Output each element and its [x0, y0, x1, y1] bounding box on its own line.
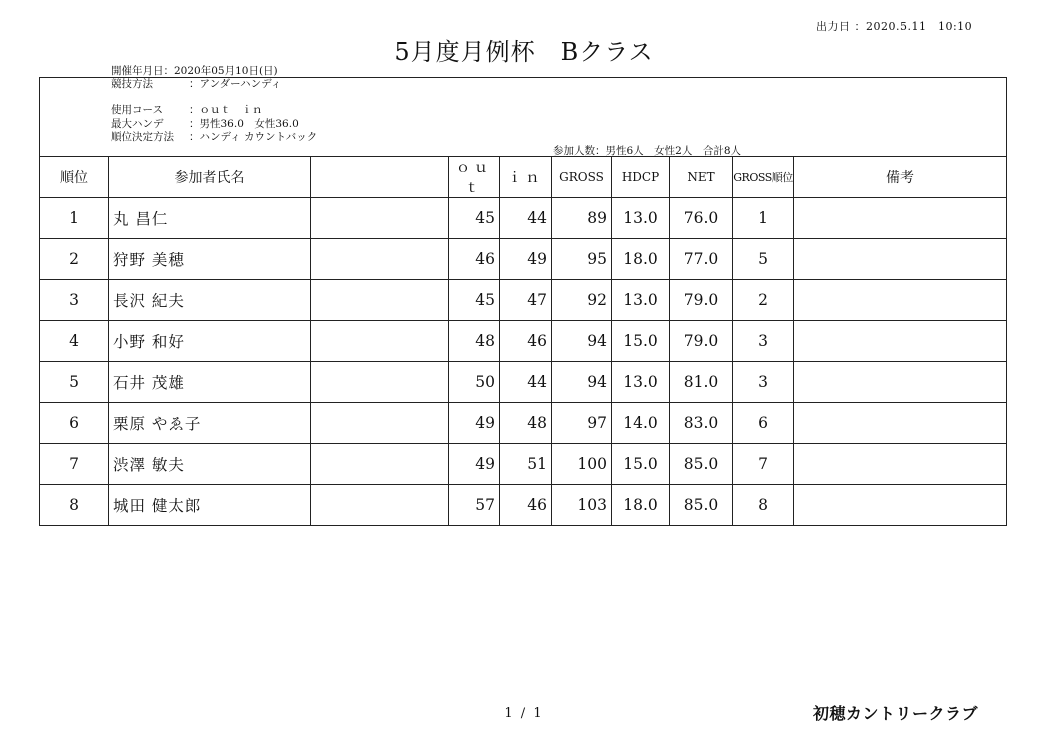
cell-out: 48 — [449, 321, 500, 362]
table-row — [40, 362, 1007, 403]
cell-rank: 8 — [40, 485, 109, 526]
cell-net: 85.0 — [670, 485, 733, 526]
max-handicap-label: 最大ハンデ — [111, 118, 164, 130]
cell-rank: 6 — [40, 403, 109, 444]
cell-gross: 94 — [552, 362, 612, 403]
cell-name: 狩野 美穂 — [109, 239, 311, 280]
cell-net: 81.0 — [670, 362, 733, 403]
competition-method-label: 競技方法 — [111, 78, 153, 90]
cell-net: 85.0 — [670, 444, 733, 485]
page-title: 5月度月例杯 Bクラス — [394, 38, 654, 66]
event-date-value: ：2020年05月10日(日) — [163, 65, 278, 77]
cell-remarks — [794, 280, 1007, 321]
cell-net: 77.0 — [670, 239, 733, 280]
participant-count-label: 参加人数 — [553, 145, 595, 157]
cell-in: 48 — [500, 403, 552, 444]
cell-net: 83.0 — [670, 403, 733, 444]
cell-gross: 94 — [552, 321, 612, 362]
page-number: 1 / 1 — [504, 706, 544, 721]
cell-out: 49 — [449, 403, 500, 444]
table-row — [40, 403, 1007, 444]
cell-blank — [311, 198, 449, 239]
cell-blank — [311, 403, 449, 444]
cell-rank: 3 — [40, 280, 109, 321]
cell-net: 79.0 — [670, 280, 733, 321]
cell-out: 57 — [449, 485, 500, 526]
cell-gross-rank: 3 — [733, 362, 794, 403]
cell-remarks — [794, 403, 1007, 444]
col-header-out: ｏｕｔ — [449, 157, 500, 198]
cell-gross-rank: 7 — [733, 444, 794, 485]
cell-name: 長沢 紀夫 — [109, 280, 311, 321]
cell-gross: 103 — [552, 485, 612, 526]
club-name: 初穂カントリークラブ — [813, 704, 979, 723]
competition-method — [111, 79, 281, 90]
cell-in: 51 — [500, 444, 552, 485]
cell-hdcp: 14.0 — [612, 403, 670, 444]
cell-hdcp: 13.0 — [612, 198, 670, 239]
cell-rank: 1 — [40, 198, 109, 239]
results-table — [39, 156, 1007, 526]
cell-name: 丸 昌仁 — [109, 198, 311, 239]
cell-hdcp: 15.0 — [612, 444, 670, 485]
cell-net: 76.0 — [670, 198, 733, 239]
cell-remarks — [794, 321, 1007, 362]
table-row — [40, 444, 1007, 485]
table-row — [40, 198, 1007, 239]
cell-remarks — [794, 239, 1007, 280]
cell-out: 45 — [449, 280, 500, 321]
cell-name: 石井 茂雄 — [109, 362, 311, 403]
cell-gross: 100 — [552, 444, 612, 485]
col-header-name: 参加者氏名 — [109, 157, 311, 198]
cell-gross: 95 — [552, 239, 612, 280]
cell-in: 49 — [500, 239, 552, 280]
course-used-label: 使用コース — [111, 104, 163, 116]
cell-gross-rank: 3 — [733, 321, 794, 362]
cell-name: 城田 健太郎 — [109, 485, 311, 526]
table-row — [40, 280, 1007, 321]
course-used-value: ：ｏｕｔ ｉｎ — [189, 104, 263, 116]
cell-in: 46 — [500, 321, 552, 362]
cell-in: 44 — [500, 362, 552, 403]
cell-remarks — [794, 485, 1007, 526]
event-date-label: 開催年月日 — [111, 65, 164, 77]
cell-out: 45 — [449, 198, 500, 239]
cell-out: 46 — [449, 239, 500, 280]
table-row — [40, 485, 1007, 526]
col-header-blank — [311, 157, 449, 198]
cell-remarks — [794, 444, 1007, 485]
col-header-remarks: 備考 — [794, 157, 1007, 198]
table-row — [40, 239, 1007, 280]
cell-name: 小野 和好 — [109, 321, 311, 362]
col-header-gross-rank: GROSS順位 — [733, 157, 794, 198]
cell-gross: 97 — [552, 403, 612, 444]
cell-rank: 7 — [40, 444, 109, 485]
cell-hdcp: 13.0 — [612, 280, 670, 321]
cell-gross-rank: 6 — [733, 403, 794, 444]
col-header-rank: 順位 — [40, 157, 109, 198]
event-date — [111, 66, 278, 77]
ranking-rule-value: ：ハンディ カウントバック — [189, 131, 318, 143]
cell-blank — [311, 321, 449, 362]
col-header-net: NET — [670, 157, 733, 198]
table-header-row — [40, 157, 1007, 198]
cell-name: 渋澤 敏夫 — [109, 444, 311, 485]
table-row — [40, 321, 1007, 362]
cell-blank — [311, 280, 449, 321]
cell-name: 栗原 やゑ子 — [109, 403, 311, 444]
cell-rank: 4 — [40, 321, 109, 362]
print-date: 出力日 ：2020.5.11 10:10 — [816, 20, 973, 33]
col-header-hdcp: HDCP — [612, 157, 670, 198]
cell-rank: 5 — [40, 362, 109, 403]
participant-count — [553, 146, 741, 157]
cell-gross: 92 — [552, 280, 612, 321]
participant-count-value: ：男性6人 女性2人 合計8人 — [595, 145, 742, 157]
cell-remarks — [794, 362, 1007, 403]
cell-out: 50 — [449, 362, 500, 403]
cell-remarks — [794, 198, 1007, 239]
cell-in: 44 — [500, 198, 552, 239]
ranking-rule — [111, 132, 317, 143]
cell-gross-rank: 2 — [733, 280, 794, 321]
cell-blank — [311, 362, 449, 403]
cell-hdcp: 18.0 — [612, 239, 670, 280]
cell-net: 79.0 — [670, 321, 733, 362]
col-header-in: ｉｎ — [500, 157, 552, 198]
cell-hdcp: 18.0 — [612, 485, 670, 526]
max-handicap — [111, 119, 299, 130]
max-handicap-value: ：男性36.0 女性36.0 — [189, 118, 299, 130]
cell-blank — [311, 485, 449, 526]
competition-method-value: ：アンダーハンディ — [189, 78, 282, 90]
cell-gross-rank: 8 — [733, 485, 794, 526]
cell-in: 47 — [500, 280, 552, 321]
cell-gross-rank: 1 — [733, 198, 794, 239]
cell-blank — [311, 239, 449, 280]
cell-rank: 2 — [40, 239, 109, 280]
course-used — [111, 105, 263, 116]
cell-hdcp: 15.0 — [612, 321, 670, 362]
cell-gross: 89 — [552, 198, 612, 239]
cell-gross-rank: 5 — [733, 239, 794, 280]
cell-blank — [311, 444, 449, 485]
cell-out: 49 — [449, 444, 500, 485]
cell-in: 46 — [500, 485, 552, 526]
ranking-rule-label: 順位決定方法 — [111, 131, 174, 143]
cell-hdcp: 13.0 — [612, 362, 670, 403]
col-header-gross: GROSS — [552, 157, 612, 198]
